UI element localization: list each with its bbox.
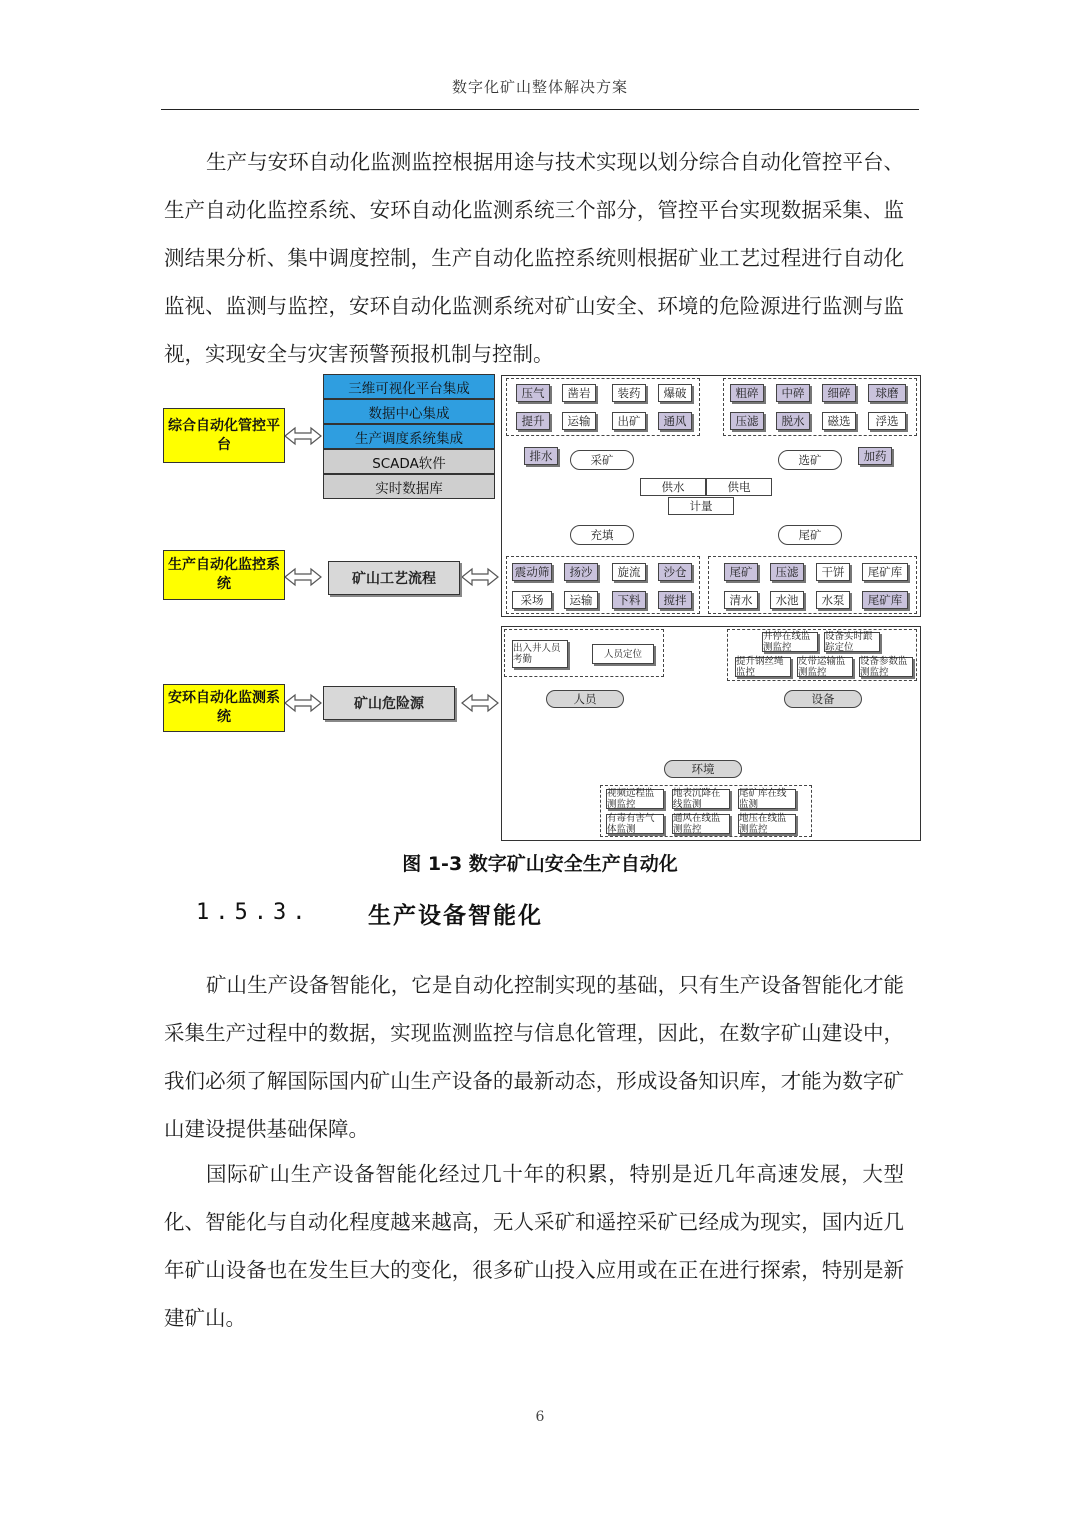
node-coarse-crush: 粗碎 (730, 384, 764, 402)
box-ground-pressure: 地压在线监测监控 (738, 814, 796, 834)
box-water-supply: 供水 (640, 478, 706, 496)
mine-process-box: 矿山工艺流程 (328, 561, 460, 595)
node-compressed-air: 压气 (516, 384, 550, 402)
page-header-title: 数字化矿山整体解决方案 (451, 78, 628, 96)
node-drainage: 排水 (524, 447, 558, 465)
header-rule (161, 109, 919, 110)
node-clean-water: 清水 (724, 591, 758, 609)
node-ore-out: 出矿 (612, 412, 646, 430)
automation-diagram (160, 370, 924, 846)
node-reagent: 加药 (858, 447, 892, 465)
node-water-pump: 水泵 (816, 591, 850, 609)
node-vibrating-screen: 震动筛 (512, 563, 552, 581)
node-water-pool: 水池 (770, 591, 804, 609)
box-toxic-gas: 有毒有害气体监测 (606, 814, 664, 834)
pill-tailing: 尾矿 (778, 525, 842, 545)
box-power-supply: 供电 (706, 478, 772, 496)
box-subsidence: 地表沉降在线监测 (672, 789, 730, 809)
pill-dressing: 选矿 (778, 450, 842, 470)
figure-caption: 图 1-3 数字矿山安全生产自动化 (402, 853, 678, 875)
box-metering: 计量 (668, 497, 734, 515)
system-integrated-platform: 综合自动化管控平台 (163, 408, 285, 463)
node-medium-crush: 中碎 (776, 384, 810, 402)
node-transport: 运输 (562, 412, 596, 430)
box-shaft-monitoring: 井停在线监测监控 (762, 632, 818, 652)
node-flotation: 浮选 (868, 412, 906, 430)
section-number: 1.5.3. (196, 900, 312, 925)
system-production-monitoring: 生产自动化监控系统 (163, 550, 285, 600)
node-tailings: 尾矿 (724, 563, 758, 581)
pill-filling: 充填 (570, 525, 634, 545)
paragraph-intro: 生产与安环自动化监测监控根据用途与技术实现以划分综合自动化管控平台、生产自动化监控系统、安环自动化监测系统三个部分，管控平台实现数据采集、监测结果分析、集中调度控制，生产自动化监控系统则根据矿业工艺过程进行自动化监视、监测与监控，安环自动化监测系统对矿山安全、环境的危险源进行监测与监视，实现安全与灾害预警预报机制与控制。 (164, 150, 904, 366)
system-safety-monitoring: 安环自动化监测系统 (163, 684, 285, 732)
node-fill-transport: 运输 (564, 591, 598, 609)
paragraph-international-trend: 国际矿山生产设备智能化经过几十年的积累，特别是近几年高速发展，大型化、智能化与自动化程度越来越高，无人采矿和遥控采矿已经成为现实，国内近几年矿山设备也在发生巨大的变化，很多矿山投入应用或在正在进行探索，特别是新建矿山。 (164, 1162, 904, 1330)
paragraph-equipment-intelligence: 矿山生产设备智能化，它是自动化控制实现的基础，只有生产设备智能化才能采集生产过程中的数据，实现监测监控与信息化管理，因此，在数字矿山建设中，我们必须了解国际国内矿山生产设备的最新动态，形成设备知识库，才能为数字矿山建设提供基础保障。 (164, 973, 904, 1141)
node-drilling: 凿岩 (562, 384, 596, 402)
stack-data-center: 数据中心集成 (323, 399, 495, 424)
node-stope: 采场 (512, 591, 552, 609)
node-blasting: 爆破 (658, 384, 692, 402)
stack-realtime-db: 实时数据库 (323, 474, 495, 499)
node-charging: 装药 (612, 384, 646, 402)
node-dewater: 脱水 (776, 412, 810, 430)
mine-hazard-box: 矿山危险源 (323, 686, 455, 720)
box-attendance: 出入井人员考勤 (512, 640, 568, 668)
node-sand-lift: 扬沙 (564, 563, 598, 581)
node-ball-mill: 球磨 (868, 384, 906, 402)
stack-3d-visualization: 三维可视化平台集成 (323, 374, 495, 399)
box-video-monitoring: 视频远程监测监控 (606, 789, 664, 809)
stack-dispatch: 生产调度系统集成 (323, 424, 495, 449)
node-ventilation: 通风 (658, 412, 692, 430)
node-magnetic: 磁选 (822, 412, 856, 430)
node-filter-press: 压滤 (730, 412, 764, 430)
section-title: 生产设备智能化 (368, 903, 543, 929)
pill-personnel: 人员 (546, 690, 624, 708)
node-sand-bin: 沙仓 (658, 563, 692, 581)
node-tailings-pond-bottom: 尾矿库 (862, 591, 908, 609)
pill-equipment: 设备 (784, 690, 862, 708)
node-feeding: 下料 (612, 591, 646, 609)
node-tail-filter: 压滤 (770, 563, 804, 581)
box-equipment-params: 设备参数监测监控 (859, 657, 913, 677)
pill-mining: 采矿 (570, 450, 634, 470)
node-tailings-pond-top: 尾矿库 (862, 563, 908, 581)
box-personnel-location: 人员定位 (592, 644, 654, 664)
box-equipment-tracking: 设备实时跟踪定位 (824, 632, 880, 652)
node-cyclone: 旋流 (612, 563, 646, 581)
node-fine-crush: 细碎 (822, 384, 856, 402)
box-rope-monitoring: 提升钢丝绳监控 (735, 657, 791, 677)
stack-scada: SCADA软件 (323, 449, 495, 474)
box-ventilation-online: 通风在线监测监控 (672, 814, 730, 834)
box-tailings-online: 尾矿库在线监测 (738, 789, 796, 809)
pill-environment: 环境 (664, 760, 742, 778)
box-belt-monitoring: 皮带运输监测监控 (797, 657, 853, 677)
node-dry-cake: 干饼 (816, 563, 850, 581)
page-number: 6 (535, 1409, 545, 1425)
node-mixing: 搅拌 (658, 591, 692, 609)
node-hoisting: 提升 (516, 412, 550, 430)
